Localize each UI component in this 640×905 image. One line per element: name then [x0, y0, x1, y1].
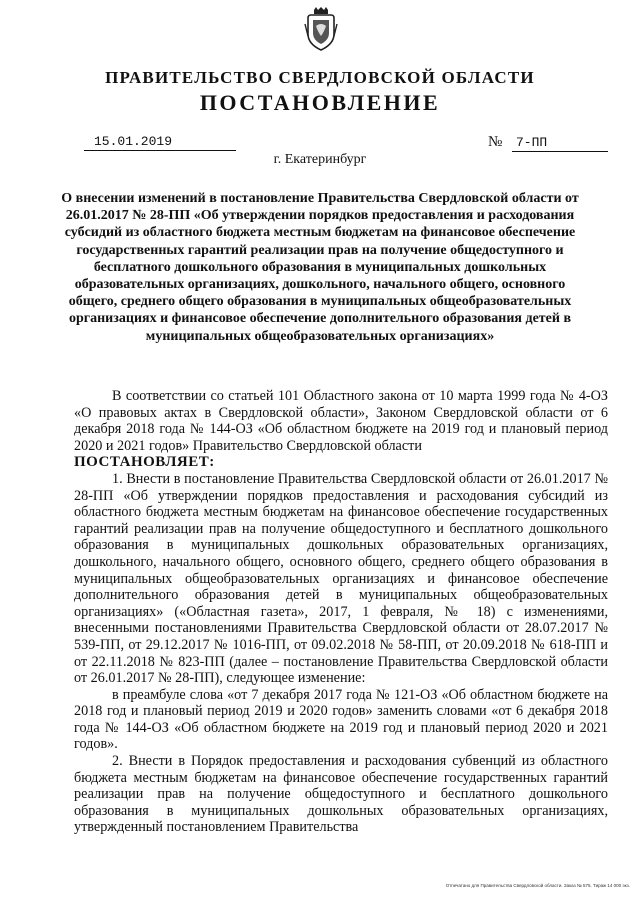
- organization-name: ПРАВИТЕЛЬСТВО СВЕРДЛОВСКОЙ ОБЛАСТИ: [105, 68, 535, 87]
- item-2-paragraph: 2. Внести в Порядок предоставления и расходования субвенций из областного бюджета местным бюджетам на финансовое обеспечение государственных гарантий реализации прав на получение общедоступного и бесплатного дошкольного образования в муниципальных дошкольных образовательных организациях, утвержденный постановлением Правительства: [74, 753, 608, 836]
- resolves-heading: ПОСТАНОВЛЯЕТ:: [74, 454, 215, 471]
- intro-paragraph: В соответствии со статьей 101 Областного закона от 10 марта 1999 года № 4-ОЗ «О правовых актах в Свердловской области», Законом Свердловской области от 6 декабря 2018 года № 144-ОЗ «Об областном бюджете на 2019 год и плановый период 2020 и 2021 годов» Правительство Свердловской области: [74, 388, 608, 454]
- coat-of-arms-icon: [304, 6, 338, 52]
- document-date: 15.01.2019: [84, 134, 236, 151]
- item-1-detail-paragraph: в преамбуле слова «от 7 декабря 2017 года № 121-ОЗ «Об областном бюджете на 2018 год и плановый период 2019 и 2020 годов» заменить словами «от 6 декабря 2018 года № 144-ОЗ «Об областном бюджете на 2019 год и плановый период 2020 и 2021 годов».: [74, 686, 608, 753]
- number-sign: №: [488, 134, 503, 150]
- document-number-field: [488, 134, 610, 152]
- city: г. Екатеринбург: [273, 152, 367, 167]
- item-1-paragraph: 1. Внести в постановление Правительства Свердловской области от 26.01.2017 № 28-ПП «Об утверждении порядков предоставления и расходования субсидий из областного бюджета местным бюджетам на финансовое обеспечение государственных гарантий реализации прав на получение общедоступного и бесплатного дошкольного образования в муниципальных дошкольных образовательных организациях, дошкольного, начального общего, основного общего, среднего общего образования в муниципальных общеобразовательных организациях и финансовое обеспечение дополнительного образования детей в муниципальных общеобразовательных организациях» («Областная газета», 2017, 1 февраля, № 18) с изменениями, внесенными постановлениями Правительства Свердловской области от 28.07.2017 № 539-ПП, от 29.12.2017 № 1016-ПП, от 09.02.2018 № 58-ПП, от 20.09.2018 № 618-ПП и от 22.11.2018 № 823-ПП (далее – постановление Правительства Свердловской области от 26.01.2017 № 28-ПП), следующее изменение:: [74, 470, 608, 687]
- print-imprint: Отпечатано для Правительства Свердловской области. Заказ № 575. Тираж 14 000 экз.: [445, 883, 630, 888]
- document-type: ПОСТАНОВЛЕНИЕ: [199, 90, 441, 115]
- document-number: 7-ПП: [512, 135, 608, 152]
- document-title: О внесении изменений в постановление Правительства Свердловской области от 26.01.2017 № 28-ПП «Об утверждении порядков предоставления и расходования субсидий из областного бюджета местным бюджетам на финансовое обеспечение государственных гарантий реализации прав на получение общедоступного и бесплатного дошкольного образования в муниципальных дошкольных образовательных организациях, дошкольного, начального общего, основного общего, среднего общего образования в муниципальных общеобразовательных организациях и финансовое обеспечение дополнительного образования детей в муниципальных общеобразовательных организациях»: [61, 191, 579, 344]
- document-body: [74, 388, 608, 836]
